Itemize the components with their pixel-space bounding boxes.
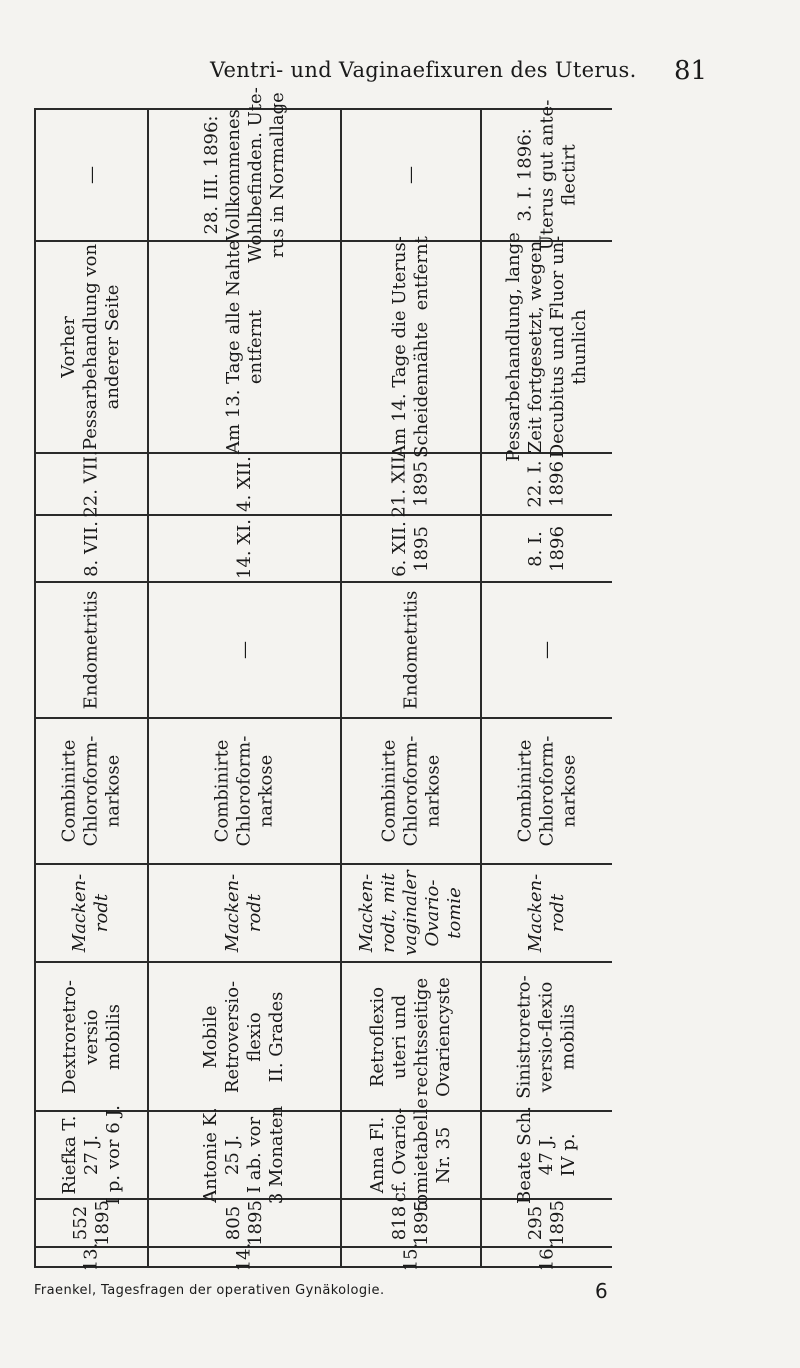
remarks-text: Vorher Pessarbehandlung von anderer Seite — [58, 243, 124, 451]
cell-remarks — [36, 242, 147, 452]
operation-text: Macken- rodt, mit vaginaler Ovario- tomie — [356, 870, 465, 956]
operation-text: Macken- rodt — [69, 873, 113, 953]
complication-text: — — [536, 641, 557, 659]
cell-diagnose — [342, 963, 480, 1110]
name-text: Antonie K. 25 J. I ab. vor 3 Monaten — [200, 1105, 288, 1205]
cell-discharged — [482, 454, 612, 514]
patient-table — [34, 87, 612, 1272]
discharged-text: 22. I. 1896 — [525, 460, 568, 508]
nr-text: 14. — [233, 1242, 255, 1272]
cell-journal — [342, 1200, 480, 1246]
cell-diagnose — [482, 963, 612, 1110]
remarks-text: Am 13. Tage alle Nahte entfernt — [222, 240, 266, 454]
operated-text: 14. XI. — [233, 518, 255, 579]
operated-text: 8. VII. — [80, 520, 102, 577]
cell-nr — [36, 1242, 147, 1272]
journal-text: 552 1895 — [69, 1200, 113, 1246]
operated-text: 6. XII. 1895 — [389, 520, 432, 577]
cell-complication — [149, 583, 340, 717]
cell-name — [36, 1105, 147, 1205]
nr-text: 13. — [80, 1242, 102, 1272]
diagnose-text: Dextroretro- versio mobilis — [58, 979, 124, 1094]
result-text: — — [400, 166, 421, 184]
name-text: Beate Sch. 47 J. IV p. — [513, 1106, 579, 1204]
cell-operated — [482, 516, 612, 581]
operated-text: 8. I. 1896 — [525, 525, 568, 572]
remarks-text: Am 14. Tage die Uterus- Scheidennähte entfernt — [389, 236, 432, 458]
cell-result — [149, 87, 340, 263]
cell-remarks — [482, 232, 612, 462]
narkose-text: Combinirte Chloroform- narkose — [211, 735, 277, 847]
cell-result — [342, 110, 480, 240]
cell-name — [482, 1106, 612, 1204]
cell-operation — [482, 865, 612, 961]
cell-operated — [36, 516, 147, 581]
cell-narkose — [149, 719, 340, 863]
running-title: Ventri- und Vaginaefixuren des Uterus. — [210, 58, 637, 82]
cell-journal — [149, 1200, 340, 1246]
operation-text: Macken- rodt — [222, 873, 266, 953]
cell-nr — [342, 1242, 480, 1272]
name-text: Riefka T. 27 J. I p. vor 6 J. — [58, 1105, 124, 1205]
discharged-text: 21. XII. 1895 — [388, 450, 432, 518]
name-text: Anna Fl. cf. Ovario- tomietabelle Nr. 35 — [366, 1098, 454, 1212]
narkose-text: Combinirte Chloroform- narkose — [58, 735, 124, 847]
cell-remarks — [342, 236, 480, 458]
cell-nr — [482, 1242, 612, 1272]
cell-narkose — [36, 719, 147, 863]
cell-discharged — [149, 454, 340, 514]
cell-narkose — [482, 719, 612, 863]
cell-name — [342, 1098, 480, 1212]
cell-result — [36, 110, 147, 240]
cell-discharged — [36, 450, 147, 518]
narkose-text: Combinirte Chloroform- narkose — [514, 735, 579, 847]
result-text: 3. I. 1896: Uterus gut ante- flectirt — [514, 99, 580, 251]
cell-narkose — [342, 719, 480, 863]
cell-operation — [342, 865, 480, 961]
cell-operated — [149, 516, 340, 581]
cell-journal — [36, 1200, 147, 1246]
cell-journal — [482, 1200, 612, 1246]
page-footer — [0, 1279, 800, 1313]
page-number: 81 — [674, 56, 708, 86]
cell-remarks — [149, 242, 340, 452]
result-text: 28. III. 1896: Vollkommenes Wohlbefinden. Ute- rus in Normallage — [200, 87, 288, 263]
signature-mark: 6 — [595, 1279, 608, 1303]
cell-result — [482, 99, 612, 251]
cell-diagnose — [36, 963, 147, 1110]
journal-text: 818 1895 — [389, 1200, 432, 1246]
operation-text: Macken- rodt — [524, 873, 568, 953]
page-header — [0, 58, 800, 88]
nr-text: 16. — [535, 1242, 557, 1272]
diagnose-text: Sinistroretro- versio-flexio mobilis — [514, 974, 579, 1099]
cell-name — [149, 1105, 340, 1205]
cell-operation — [36, 865, 147, 961]
cell-complication — [482, 583, 612, 717]
cell-diagnose — [149, 963, 340, 1110]
result-text: — — [80, 166, 102, 184]
nr-text: 15. — [399, 1242, 421, 1272]
diagnose-text: Mobile Retroversio- flexio II. Grades — [200, 980, 288, 1093]
narkose-text: Combinirte Chloroform- narkose — [378, 735, 443, 847]
cell-complication — [36, 583, 147, 717]
table-hline — [34, 1266, 612, 1268]
cell-discharged — [342, 450, 480, 518]
complication-text: Endometritis — [80, 590, 102, 710]
journal-text: 295 1895 — [525, 1200, 568, 1246]
complication-text: Endometritis — [399, 590, 421, 710]
footer-citation: Fraenkel, Tagesfragen der operativen Gynäkologie. — [34, 1283, 385, 1298]
discharged-text: 4. XII. — [233, 456, 255, 512]
cell-operation — [149, 865, 340, 961]
cell-operated — [342, 516, 480, 581]
journal-text: 805 1895 — [222, 1200, 266, 1246]
complication-text: — — [233, 641, 255, 659]
discharged-text: 22. VII. — [80, 450, 102, 518]
remarks-text: Pessarbehandlung, lange Zeit fortgesetzt, wegen Decubitus und Fluor un- thunlich — [503, 232, 591, 462]
cell-complication — [342, 583, 480, 717]
diagnose-text: Retroflexio uteri und rechtsseitige Ovariencyste — [366, 976, 454, 1097]
cell-nr — [149, 1242, 340, 1272]
